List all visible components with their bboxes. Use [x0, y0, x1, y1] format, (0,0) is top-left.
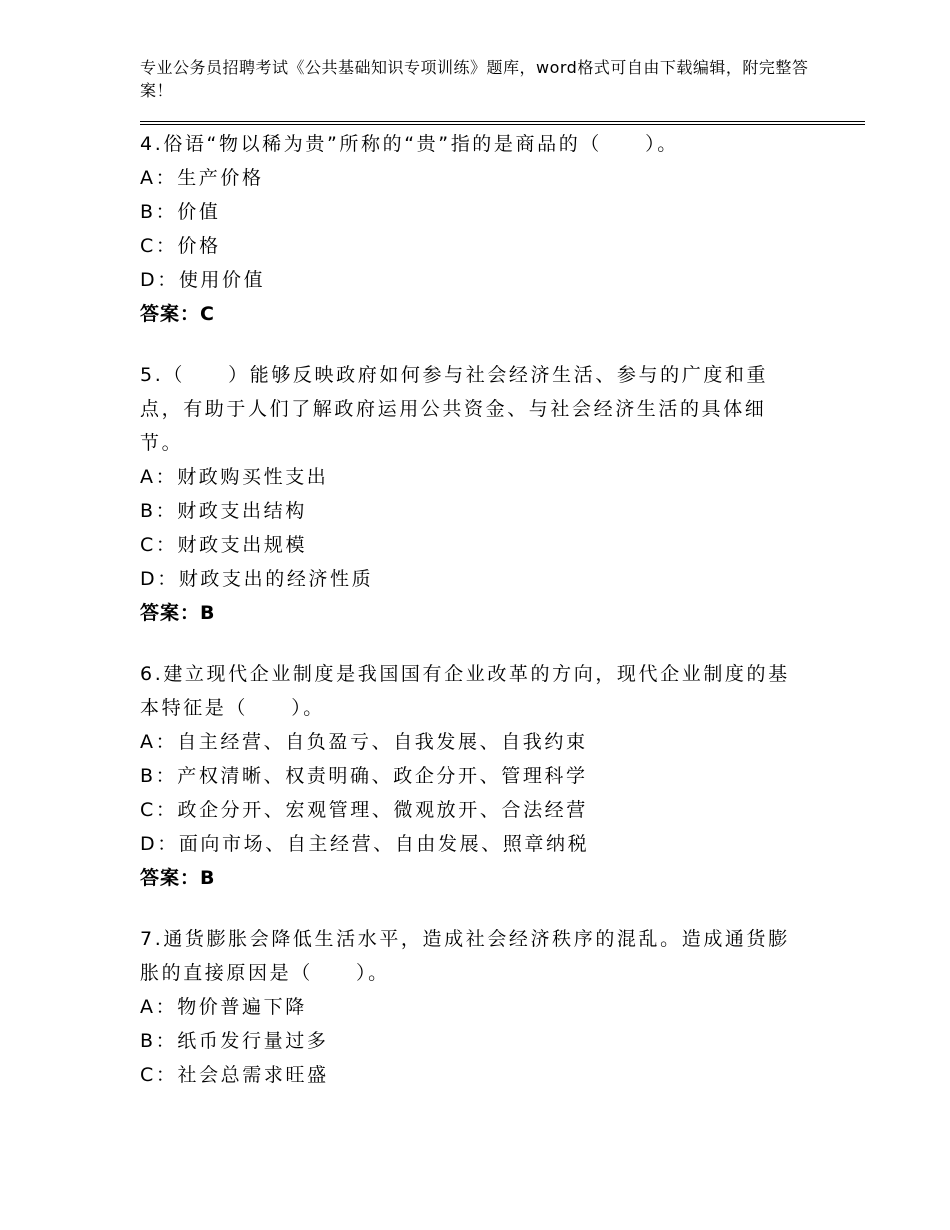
question-6	[140, 657, 800, 895]
option-b: B：财政支出结构	[140, 500, 307, 522]
question-stem: 5.（ ）能够反映政府如何参与社会经济生活、参与的广度和重点，有助于人们了解政府运用公共资金、与社会经济生活的具体细节。	[140, 364, 769, 454]
question-stem: 7.通货膨胀会降低生活水平，造成社会经济秩序的混乱。造成通货膨胀的直接原因是（ ）。	[140, 928, 790, 984]
answer-label: 答案：C	[140, 303, 215, 325]
answer-label: 答案：B	[140, 602, 216, 624]
option-a: A：财政购买性支出	[140, 466, 329, 488]
option-a: A：自主经营、自负盈亏、自我发展、自我约束	[140, 731, 588, 753]
question-stem: 4.俗语“物以稀为贵”所称的“贵”指的是商品的（ ）。	[140, 133, 679, 155]
option-a: A：生产价格	[140, 167, 264, 189]
option-c: C：财政支出规模	[140, 534, 308, 556]
option-b: B：价值	[140, 201, 221, 223]
option-a: A：物价普遍下降	[140, 996, 307, 1018]
header-rule-thin	[140, 121, 865, 122]
question-list	[140, 127, 800, 1119]
question-7	[140, 922, 800, 1092]
option-c: C：政企分开、宏观管理、微观放开、合法经营	[140, 799, 588, 821]
question-stem: 6.建立现代企业制度是我国国有企业改革的方向，现代企业制度的基本特征是（ ）。	[140, 663, 790, 719]
option-d: D：面向市场、自主经营、自由发展、照章纳税	[140, 833, 590, 855]
question-4	[140, 127, 800, 331]
document-header: 专业公务员招聘考试《公共基础知识专项训练》题库，word格式可自由下载编辑，附完整答案！	[140, 58, 809, 100]
option-d: D：使用价值	[140, 269, 266, 291]
option-c: C：社会总需求旺盛	[140, 1064, 329, 1086]
option-d: D：财政支出的经济性质	[140, 568, 374, 590]
question-5	[140, 358, 800, 630]
option-b: B：纸币发行量过多	[140, 1030, 329, 1052]
header-rule-thick	[140, 124, 865, 125]
option-b: B：产权清晰、权责明确、政企分开、管理科学	[140, 765, 588, 787]
option-c: C：价格	[140, 235, 221, 257]
answer-label: 答案：B	[140, 867, 216, 889]
